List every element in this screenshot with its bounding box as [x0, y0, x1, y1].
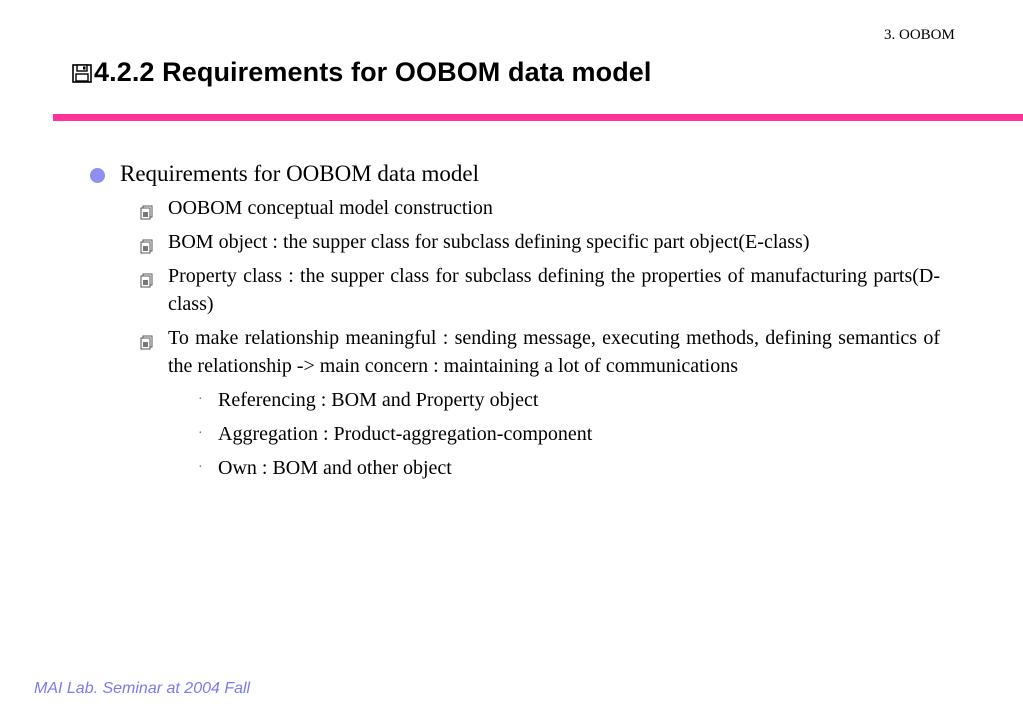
list-item	[90, 324, 940, 380]
box-bullet-icon	[140, 269, 154, 285]
list-item	[90, 194, 940, 222]
slide-title: 4.2.2 Requirements for OOBOM data model	[94, 57, 652, 87]
sub-list-item-text: Referencing : BOM and Property object	[218, 389, 539, 411]
heading-text: Requirements for OOBOM data model	[120, 161, 479, 186]
box-bullet-icon	[140, 235, 154, 251]
dot-bullet-icon: ·	[198, 460, 203, 475]
heading-bullet-item	[90, 158, 940, 190]
dot-bullet-icon: ·	[198, 426, 203, 441]
dot-bullet-icon: ·	[198, 392, 203, 407]
sub-list-item-text: Aggregation : Product-aggregation-component	[218, 423, 593, 445]
sub-list-item	[90, 386, 940, 414]
sub-list-item	[90, 454, 940, 482]
round-bullet-icon	[90, 168, 105, 183]
title-divider	[53, 114, 1023, 121]
box-bullet-icon	[140, 201, 154, 217]
list-item-text: Property class : the supper class for subclass defining the properties of manufacturing parts(D-class)	[168, 265, 940, 315]
section-label: 3. OOBOM	[884, 27, 955, 43]
floppy-disk-icon	[71, 62, 93, 84]
slide-content	[90, 158, 940, 488]
box-bullet-icon	[140, 331, 154, 347]
list-item	[90, 228, 940, 256]
footer-text: MAI Lab. Seminar at 2004 Fall	[34, 680, 251, 697]
list-item-text: BOM object : the supper class for subclass defining specific part object(E-class)	[168, 231, 810, 253]
list-item-text: To make relationship meaningful : sending message, executing methods, defining semantics of the relationship -> main concern : maintaining a lot of communications	[168, 327, 940, 377]
list-item	[90, 262, 940, 318]
sub-list-item-text: Own : BOM and other object	[218, 457, 452, 479]
slide-title-row	[71, 57, 652, 88]
sub-list-item	[90, 420, 940, 448]
list-item-text: OOBOM conceptual model construction	[168, 197, 493, 219]
